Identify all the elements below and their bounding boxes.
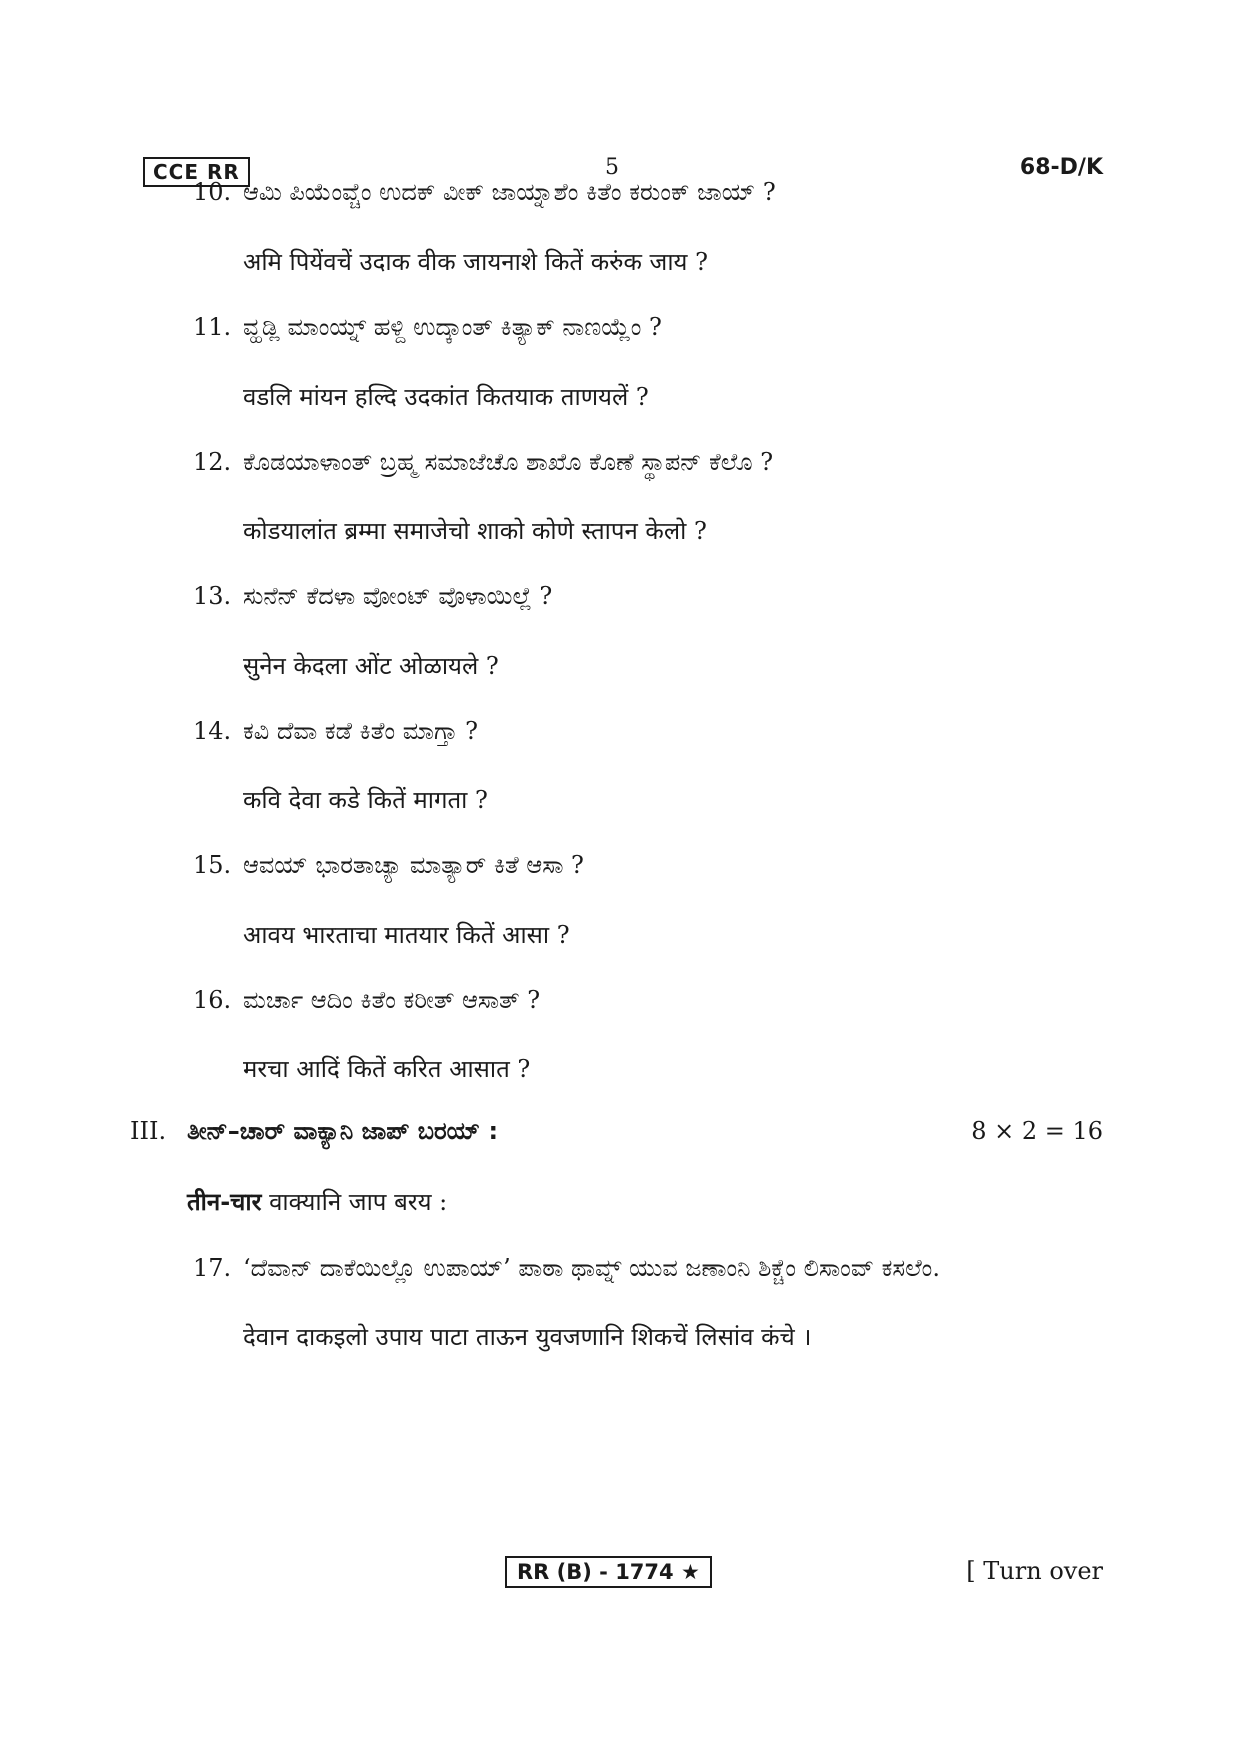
section-iii-heading [130, 1115, 1103, 1147]
question-11-devanagari: वडलि मांयन हल्दि उदकांत कितयाक ताणयलें ? [243, 383, 649, 411]
question-number: 10. [193, 178, 232, 206]
question-13-devanagari: सुनेन केदला ओंट ओळायले ? [243, 652, 499, 680]
question-number: 14. [193, 717, 232, 745]
question-number: 13. [193, 582, 232, 610]
question-text-kannada: ಕವಿ ದೆವಾ ಕಡೆ ಕಿತೆಂ ಮಾಗ್ತಾ ? [243, 717, 479, 745]
question-13-kannada [193, 580, 1093, 612]
question-text-kannada: ಕೊಡಯಾಳಾಂತ್ ಬ್ರಹ್ಮ ಸಮಾಜೆಚೊ ಶಾಖೊ ಕೊಣೆ ಸ್ಥಾಪನ್ ಕೆಲೊ ? [243, 448, 774, 476]
section-roman-numeral: III. [130, 1117, 167, 1145]
section-instruction-devanagari [187, 1186, 447, 1218]
question-number: 16. [193, 986, 232, 1014]
question-15-kannada [193, 849, 1093, 881]
question-text-kannada: ಮರ್ಚಾ ಆದಿಂ ಕಿತೆಂ ಕರೀತ್ ಆಸಾತ್ ? [243, 986, 541, 1014]
section-title-kannada: ತೀನ್–ಚಾರ್ ವಾಕ್ಯಾನಿ ಜಾಪ್ ಬರಯ್ : [187, 1117, 499, 1145]
question-number: 11. [193, 313, 232, 341]
question-11-kannada [193, 311, 1093, 343]
question-10-kannada [193, 176, 1093, 208]
question-16-kannada [193, 984, 1093, 1016]
question-number: 17. [193, 1254, 232, 1282]
question-text-kannada: ಆವಯ್ ಭಾರತಾಚ್ಯಾ ಮಾತ್ಯಾರ್ ಕಿತೆ ಆಸಾ ? [243, 851, 584, 879]
footer-paper-code: RR (B) - 1774 ★ [505, 1556, 712, 1588]
question-text-kannada: ‘ದೆವಾನ್ ದಾಕೆಯಿಲ್ಲೊ ಉಪಾಯ್’ ಪಾಠಾ ಥಾವ್ನ್ ಯುವ ಜಣಾಂನಿ ಶಿಕ್ಚೆಂ ಲಿಸಾಂವ್ ಕಸಲೆಂ. [243, 1254, 940, 1282]
instruction-bold-part: तीन-चार [187, 1188, 262, 1216]
page-number: 5 [605, 155, 619, 180]
question-15-devanagari: आवय भारताचा मातयार कितें आसा ? [243, 921, 570, 949]
cce-rr-label: CCE RR [143, 157, 250, 187]
paper-code: 68-D/K [1019, 155, 1103, 180]
question-14-devanagari: कवि देवा कडे कितें मागता ? [243, 786, 488, 814]
section-marks: 8 × 2 = 16 [971, 1117, 1103, 1145]
question-14-kannada [193, 715, 1093, 747]
question-10-devanagari: अमि पियेंवचें उदाक वीक जायनाशे कितें करुंक जाय ? [243, 248, 708, 276]
question-16-devanagari: मरचा आदिं कितें करित आसात ? [243, 1055, 531, 1083]
question-17-devanagari: देवान दाकइलो उपाय पाटा ताऊन युवजणानि शिकचें लिसांव कंचे । [243, 1323, 812, 1351]
page-footer [0, 1556, 1238, 1592]
question-number: 15. [193, 851, 232, 879]
question-12-devanagari: कोडयालांत ब्रम्मा समाजेचो शाको कोणे स्तापन केलो ? [243, 517, 707, 545]
question-17-kannada [193, 1252, 1093, 1284]
turn-over-note: [ Turn over [966, 1557, 1103, 1585]
question-text-kannada: ಸುನೆನ್ ಕೆದಳಾ ವೋಂಟ್ ವೊಳಾಯಿಲ್ಲೆ ? [243, 582, 553, 610]
question-number: 12. [193, 448, 232, 476]
question-text-kannada: ಆಮಿ ಪಿಯೆಂವ್ಚೆಂ ಉದಕ್ ವೀಕ್ ಜಾಯ್ನಾಶೆಂ ಕಿತೆಂ ಕರುಂಕ್ ಜಾಯ್ ? [243, 178, 776, 206]
instruction-rest: वाक्यानि जाप बरय : [261, 1188, 448, 1216]
question-text-kannada: ವ್ಹಡ್ಲಿ ಮಾಂಯ್ನ್ ಹಳ್ದಿ ಉದ್ಕಾಂತ್ ಕಿತ್ಯಾಕ್ ನಾಣಯ್ಲೆಂ ? [243, 313, 662, 341]
question-12-kannada [193, 446, 1093, 478]
